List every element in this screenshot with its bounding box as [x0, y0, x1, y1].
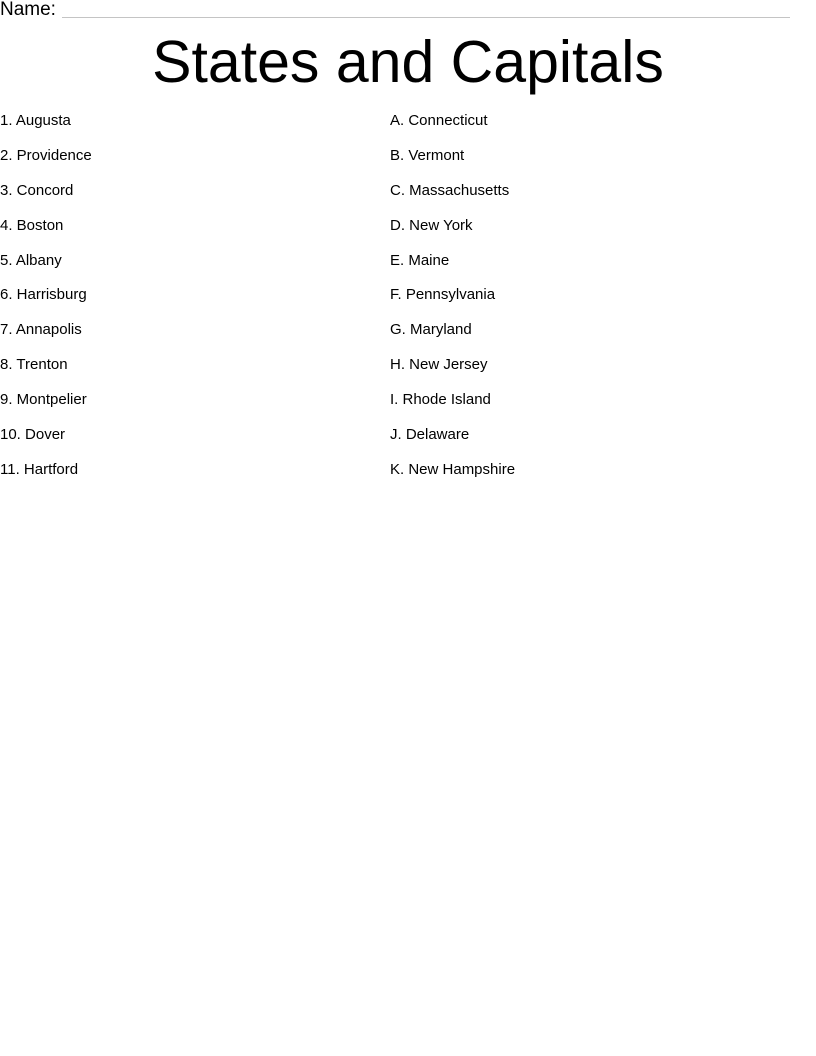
worksheet-title: States and Capitals	[152, 29, 664, 95]
state-item: F. Pennsylvania	[390, 286, 496, 304]
state-item: A. Connecticut	[390, 112, 488, 129]
state-item: I. Rhode Island	[390, 391, 491, 409]
state-item: K. New Hampshire	[390, 460, 516, 478]
state-item: H. New Jersey	[390, 356, 488, 374]
capital-item: 1. Augusta	[0, 112, 71, 129]
capital-item: 5. Albany	[0, 251, 62, 269]
capital-item: 2. Providence	[0, 146, 92, 164]
capital-item: 7. Annapolis	[0, 321, 82, 339]
states-list	[390, 111, 810, 495]
capital-item: 8. Trenton	[0, 356, 68, 374]
state-item: C. Massachusetts	[390, 181, 510, 199]
capital-item: 6. Harrisburg	[0, 286, 87, 304]
state-item: B. Vermont	[390, 146, 465, 164]
state-item: D. New York	[390, 216, 473, 234]
capital-item: 4. Boston	[0, 216, 64, 234]
capital-item: 10. Dover	[0, 426, 66, 444]
name-label: Name:	[0, 0, 56, 20]
capital-item: 9. Montpelier	[0, 391, 87, 409]
capital-item: 3. Concord	[0, 181, 74, 199]
state-item: J. Delaware	[390, 426, 470, 444]
state-item: E. Maine	[390, 251, 450, 269]
name-blank-line	[62, 17, 790, 18]
name-row	[0, 0, 790, 22]
capitals-list	[0, 111, 380, 495]
state-item: G. Maryland	[390, 321, 472, 339]
capital-item: 11. Hartford	[0, 460, 79, 478]
